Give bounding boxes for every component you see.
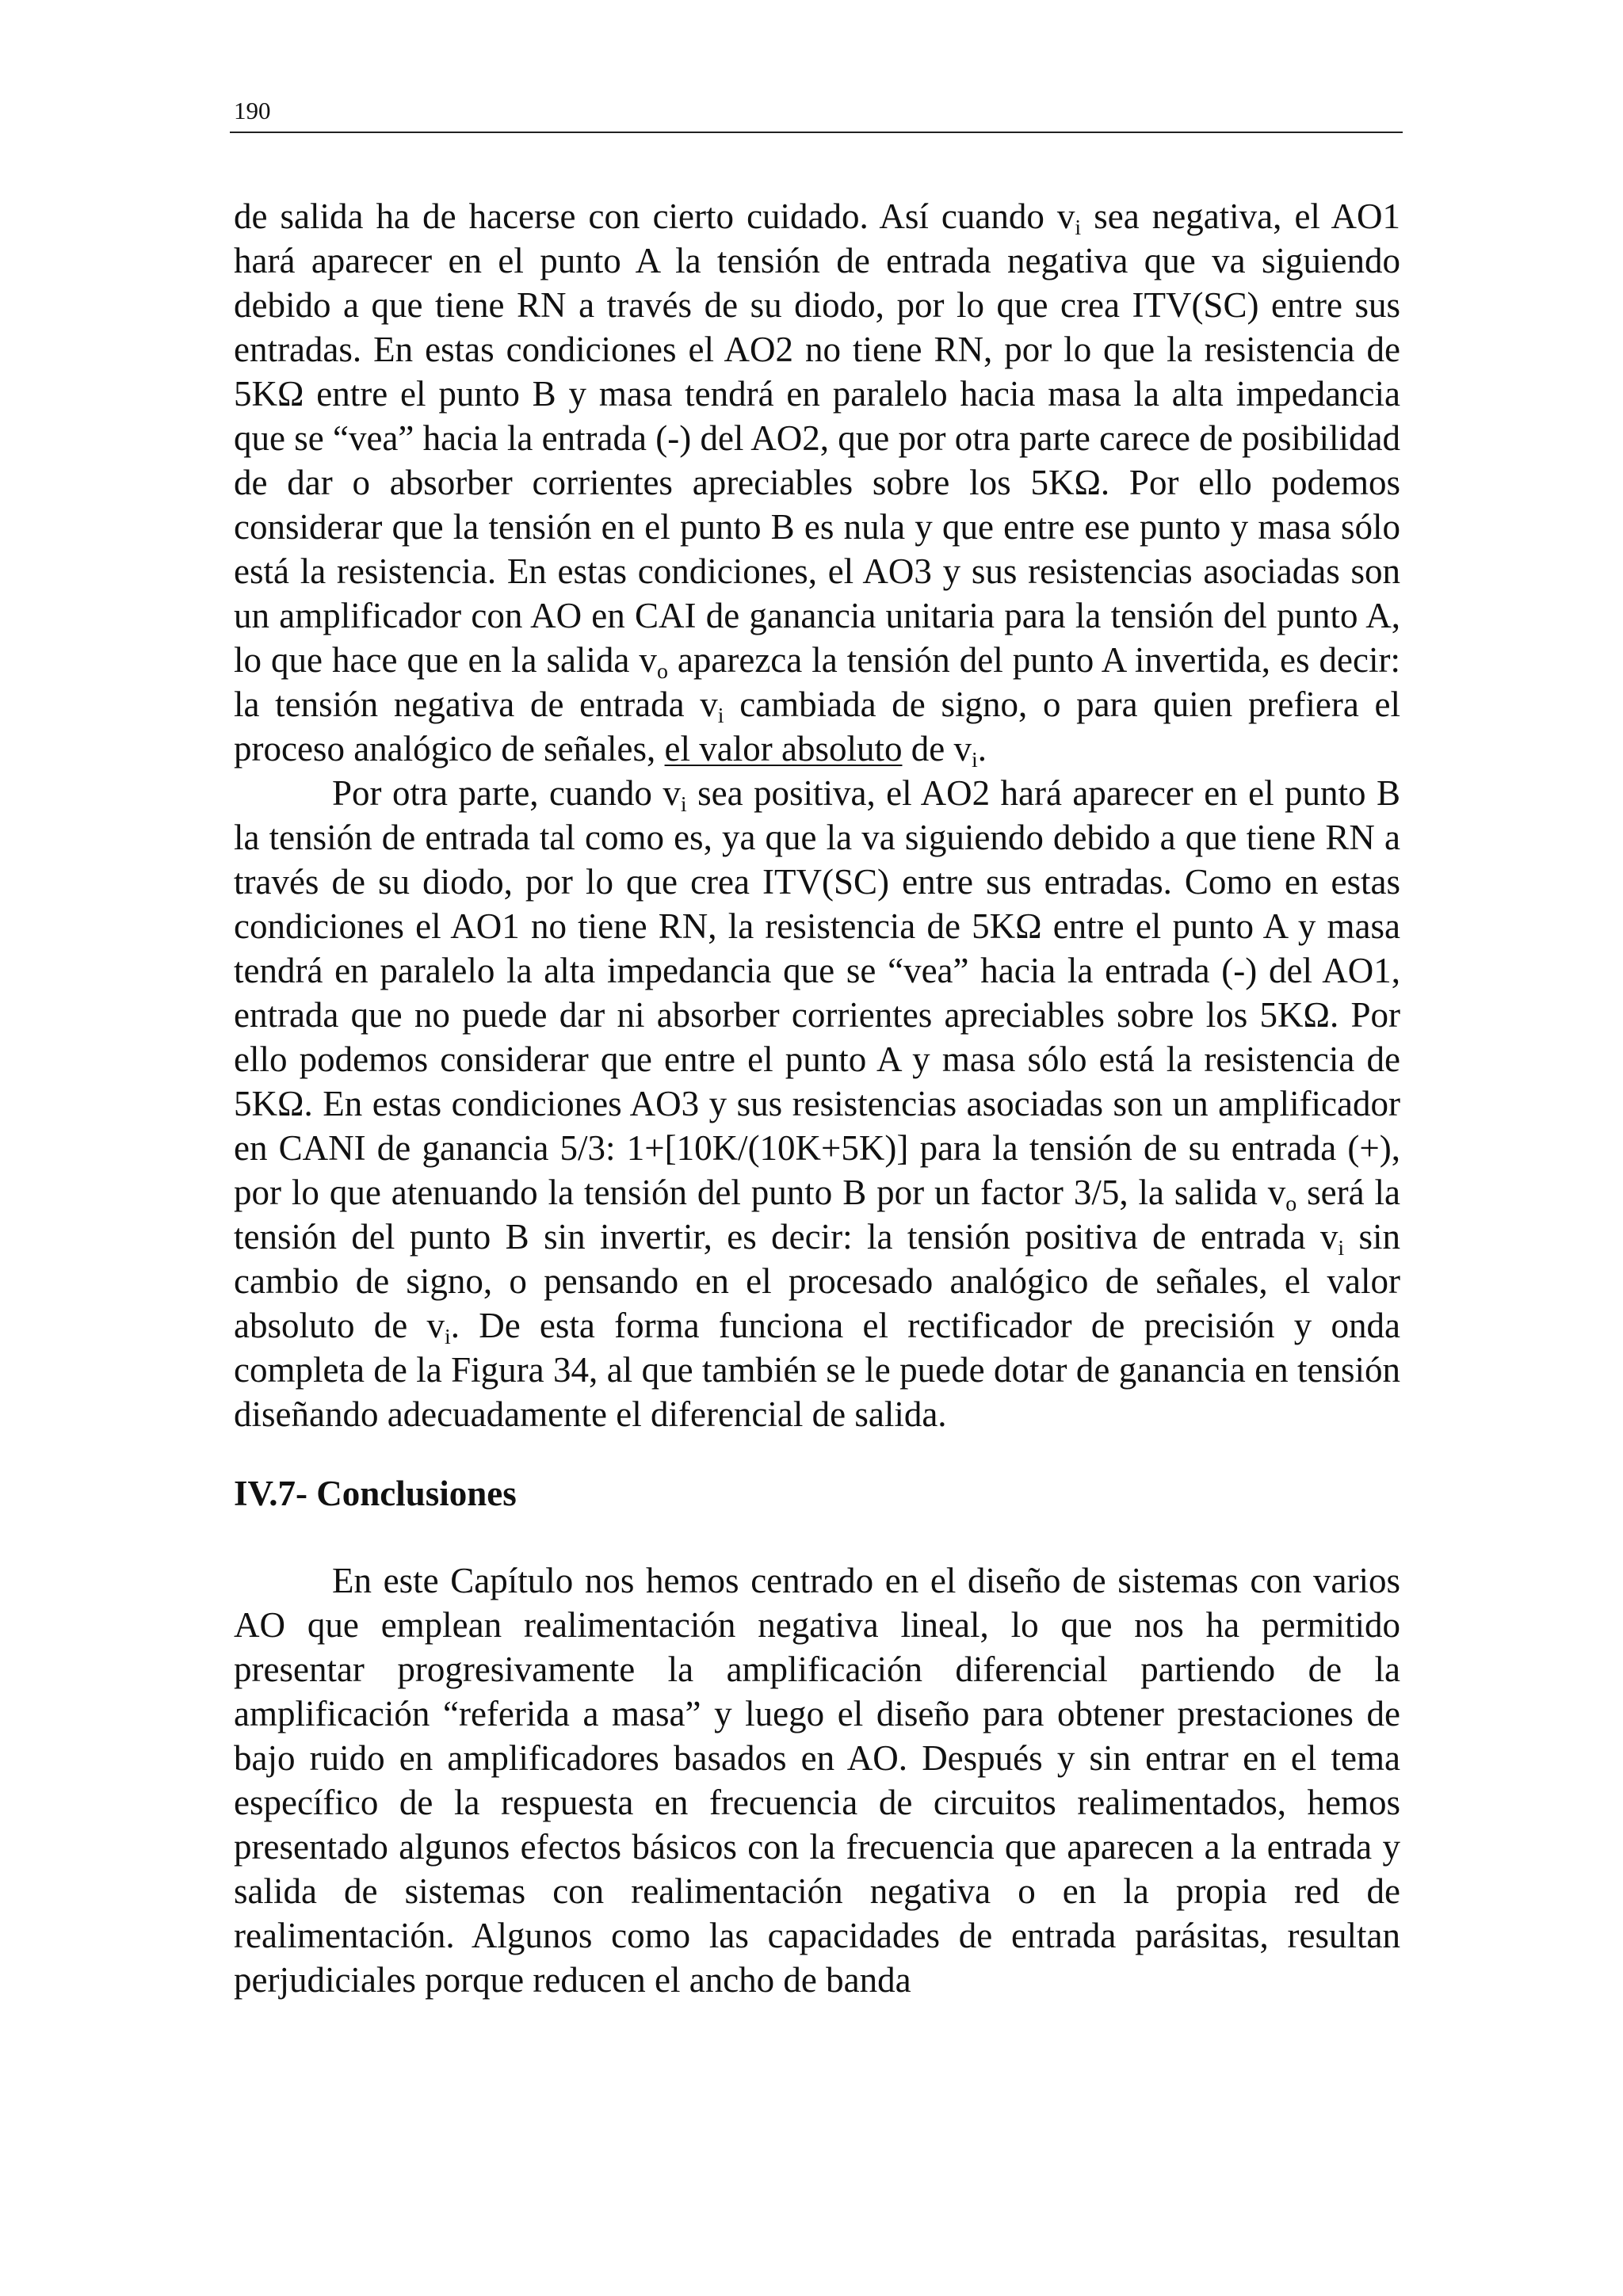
text-run: sea positiva, el AO2 hará aparecer en el punto B la tensión de entrada tal como es, ya que la va siguiendo debido a que tiene RN a través de su diodo, por lo que crea ITV(SC) entre sus entradas. Como en estas condiciones el AO1 no tiene RN, la resistencia de 5KΩ entre el punto A y masa tendrá en paralelo la alta impedancia que se “vea” hacia la entrada (-) del AO1, entrada que no puede dar ni absorber corrientes apreciables sobre los 5KΩ. Por ello podemos considerar que entre el punto A y masa sólo está la resistencia de 5KΩ. En estas condiciones AO3 y sus resistencias asociadas son un amplificador en CANI de ganancia 5/3: 1+[10K/(10K+5K)] para la tensión de su entrada (+), por lo que atenuando la tensión del punto B por un factor 3/5, la salida v [234,773,1400,1212]
subscript: i [680,791,687,817]
body-text [234,194,1400,2002]
subscript: o [656,658,668,684]
text-run: . [977,729,987,769]
subscript: i [717,703,724,728]
underlined-term: el valor absoluto [664,729,903,769]
subscript: o [1285,1191,1297,1216]
text-run: sin cambio de signo, o pensando en el procesado analógico de señales, el valor absoluto de v [234,1217,1400,1345]
text-run: Por otra parte, cuando v [332,773,681,813]
paragraph-absolute-value-positive [234,771,1400,1436]
page-number: 190 [234,97,271,124]
subscript: i [971,747,978,772]
paragraph-absolute-value-negative [234,194,1400,771]
subscript: i [444,1324,451,1349]
text-run: será la tensión del punto B sin invertir, es decir: la tensión positiva de entrada v [234,1173,1400,1257]
text-run: de v [902,729,972,769]
subscript: i [1075,215,1082,240]
paragraph-conclusions: En este Capítulo nos hemos centrado en el diseño de sistemas con varios AO que emplean realimentación negativa lineal, lo que nos ha permitido presentar progresivamente la amplificación diferencial partiendo de la amplificación “referida a masa” y luego el diseño para obtener prestaciones de bajo ruido en amplificadores basados en AO. Después y sin entrar en el tema específico de la respuesta en frecuencia de circuitos realimentados, hemos presentado algunos efectos básicos con la frecuencia que aparecen a la entrada y salida de sistemas con realimentación negativa o en la propia red de realimentación. Algunos como las capacidades de entrada parásitas, resultan perjudiciales porque reducen el ancho de banda [234,1561,1400,2000]
text-run: cambiada de signo, o para quien prefiera el proceso analógico de señales, [234,685,1400,769]
text-run: sea negativa, el AO1 hará aparecer en el punto A la tensión de entrada negativa que va siguiendo debido a que tiene RN a través de su diodo, por lo que crea ITV(SC) entre sus entradas. En estas condiciones el AO2 no tiene RN, por lo que la resistencia de 5KΩ entre el punto B y masa tendrá en paralelo hacia masa la alta impedancia que se “vea” hacia la entrada (-) del AO2, que por otra parte carece de posibilidad de dar o absorber corrientes apreciables sobre los 5KΩ. Por ello podemos considerar que la tensión en el punto B es nula y que entre ese punto y masa sólo está la resistencia. En estas condiciones, el AO3 y sus resistencias asociadas son un amplificador con AO en CAI de ganancia unitaria para la tensión del punto A, lo que hace que en la salida v [234,196,1400,680]
subscript: i [1338,1235,1345,1261]
header-rule [230,132,1403,133]
text-run: aparezca la tensión del punto A invertida, es decir: la tensión negativa de entrada v [234,640,1400,724]
text-run: de salida ha de hacerse con cierto cuidado. Así cuando v [234,196,1075,236]
section-heading: IV.7- Conclusiones [234,1474,517,1513]
text-run: . De esta forma funciona el rectificador de precisión y onda completa de la Figura 34, al que también se le puede dotar de ganancia en tensión diseñando adecuadamente el diferencial de salida. [234,1306,1400,1434]
